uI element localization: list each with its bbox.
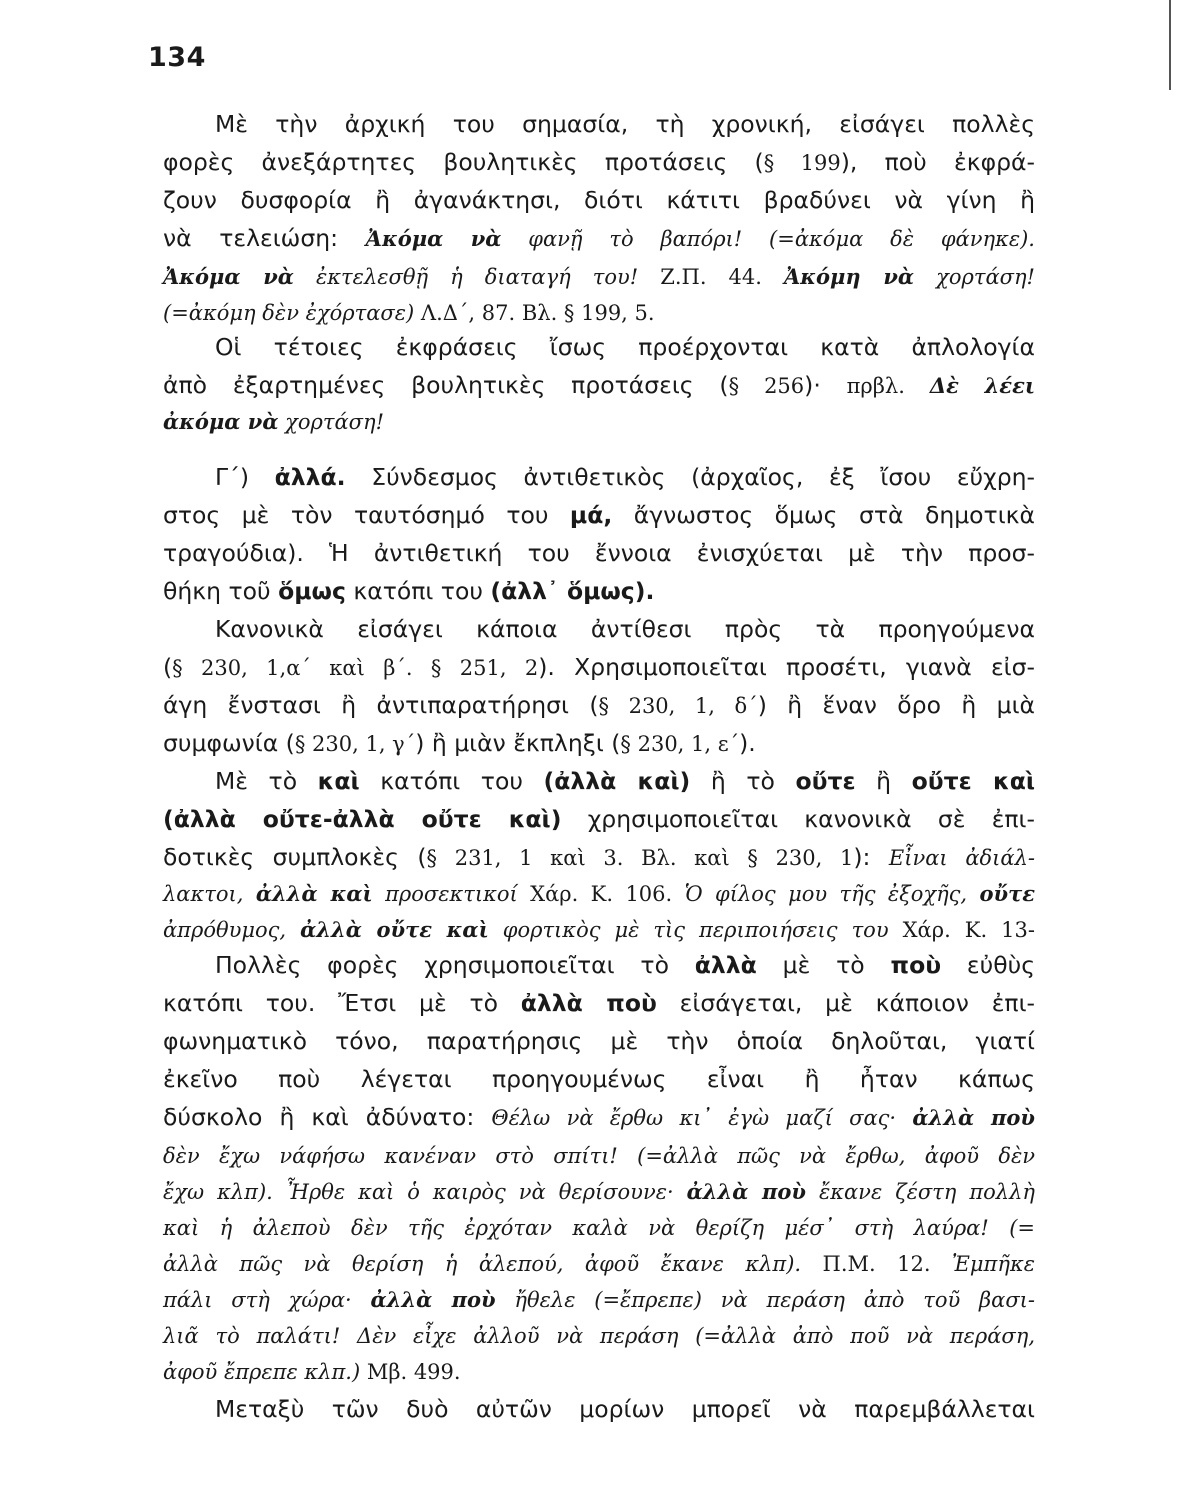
text-line xyxy=(163,1209,1035,1246)
text-segment: Εἶναι ἀδιάλ- xyxy=(888,846,1035,870)
text-segment: ( xyxy=(163,653,173,681)
text-segment: εἰσάγεται, μὲ κάποιον ἐπι- xyxy=(656,989,1035,1017)
text-line xyxy=(163,1173,1035,1210)
text-segment: ), ποὺ ἐκφρά- xyxy=(840,148,1035,176)
text-segment: ἀφοῦ ἔπρεπε κλπ.) xyxy=(163,1360,367,1384)
text-segment: Μὲ τὴν ἀρχική του σημασία, τὴ χρονική, εἰσάγει πολλὲς xyxy=(215,110,1035,138)
page-number: 134 xyxy=(148,42,206,73)
text-segment: ἢ τὸ xyxy=(690,767,796,795)
text-segment: ἀλλὰ ποὺ xyxy=(370,1287,496,1312)
text-segment: στος μὲ τὸν ταυτόσημό του xyxy=(163,501,570,529)
text-segment: χρησιμοποιεῖται κανονικὰ σὲ ἐπι- xyxy=(561,805,1035,833)
text-segment: ἄγνωστος ὅμως στὰ δημοτικὰ xyxy=(612,501,1036,529)
text-line xyxy=(163,497,1035,533)
text-line xyxy=(163,1137,1035,1174)
text-segment: ὅμως xyxy=(278,577,346,605)
text-line xyxy=(163,1353,1035,1390)
text-segment: οὔτε xyxy=(795,767,856,795)
text-segment: Κανονικὰ εἰσάγει κάποια ἀντίθεσι πρὸς τὰ προηγούμενα xyxy=(215,615,1035,643)
text-line xyxy=(163,294,1035,331)
text-segment: Σύνδεσμος ἀντιθετικὸς (ἀρχαῖος, ἐξ ἴσου εὔχρη- xyxy=(345,463,1035,491)
text-segment: ἀπὸ ἐξαρτημένες βουλητικὲς προτάσεις ( xyxy=(163,371,729,399)
text-segment: ἢ xyxy=(855,767,912,795)
text-line xyxy=(163,573,1035,609)
text-line xyxy=(163,535,1035,571)
text-segment: ἀλλὰ πῶς νὰ θερίση ἡ ἀλεπού, ἀφοῦ ἔκανε κλπ). xyxy=(163,1252,823,1276)
text-line xyxy=(163,367,1035,404)
text-segment: Ζ.Π. 44. xyxy=(660,265,784,289)
text-segment: φανῇ τὸ βαπόρι! (=ἀκόμα δὲ φάνηκε). xyxy=(501,227,1035,251)
text-segment: (ἀλλὰ οὔτε-ἀλλὰ οὔτε καὶ) xyxy=(163,805,562,833)
text-segment: χορτάση! xyxy=(914,265,1035,289)
text-segment: ἔχω κλπ). Ἦρθε καὶ ὁ καιρὸς νὰ θερίσουνε· xyxy=(163,1180,687,1204)
text-line xyxy=(163,687,1035,724)
text-line xyxy=(163,801,1035,837)
text-line xyxy=(215,763,1035,799)
text-segment: κατόπι του xyxy=(359,767,544,795)
text-line xyxy=(163,403,1035,440)
text-segment: ζουν δυσφορία ἢ ἀγανάκτησι, διότι κάτιτι βραδύνει νὰ γίνη ἢ xyxy=(163,186,1035,214)
text-segment: κατόπι του. Ἔτσι μὲ τὸ xyxy=(163,989,521,1017)
text-segment: § 230, 1,α΄ καὶ β΄. § 251, 2 xyxy=(172,656,539,680)
text-line xyxy=(215,611,1035,647)
text-segment: (=ἀκόμη δὲν ἐχόρτασε) xyxy=(163,301,421,325)
text-segment: Ἀκόμα νὰ xyxy=(163,264,294,289)
text-line xyxy=(163,1281,1035,1318)
text-segment: Ὁ φίλος μου τῆς ἐξοχῆς, xyxy=(684,882,980,906)
text-segment: Ἀκόμη νὰ xyxy=(784,264,915,289)
text-line xyxy=(163,985,1035,1021)
text-segment: χορτάση! xyxy=(278,410,385,434)
text-line xyxy=(163,1023,1035,1059)
text-segment: ἀλλὰ ποὺ xyxy=(686,1179,806,1204)
text-segment: Ἀκόμα νὰ xyxy=(365,226,502,251)
text-segment: Δὲ λέει xyxy=(929,373,1035,398)
text-line xyxy=(163,911,1035,948)
text-segment: § 230, 1, γ΄ xyxy=(294,732,416,756)
text-segment: § 256 xyxy=(728,374,805,398)
text-segment: δύσκολο ἢ καὶ ἀδύνατο: xyxy=(163,1103,492,1131)
text-segment: ). xyxy=(739,729,756,757)
text-segment: φωνηματικὸ τόνο, παρατήρησις μὲ τὴν ὁποία δηλοῦται, γιατί xyxy=(163,1027,1035,1055)
text-segment: Μὲ τὸ xyxy=(215,767,318,795)
text-segment: δοτικὲς συμπλοκὲς ( xyxy=(163,843,427,871)
text-segment: ποὺ xyxy=(890,951,942,979)
text-segment: λιᾶ τὸ παλάτι! Δὲν εἶχε ἀλλοῦ νὰ περάση (=ἀλλὰ ἀπὸ ποῦ νὰ περάση, xyxy=(163,1324,1035,1348)
text-line xyxy=(163,649,1035,686)
text-segment: ἀλλὰ καὶ xyxy=(255,881,373,906)
text-segment: ἀλλὰ ποὺ xyxy=(520,989,657,1017)
text-line xyxy=(215,329,1035,365)
text-segment: πάλι στὴ χώρα· xyxy=(163,1288,371,1312)
text-segment: ): xyxy=(853,843,889,871)
text-segment: ἐκτελεσθῇ ἡ διαταγή του! xyxy=(293,265,661,289)
text-segment: προσεκτικοί xyxy=(372,882,531,906)
text-segment: μὲ τὸ xyxy=(756,951,891,979)
text-segment: Πολλὲς φορὲς χρησιμοποιεῖται τὸ xyxy=(215,951,695,979)
text-segment: καὶ xyxy=(317,767,360,795)
text-line xyxy=(163,1099,1035,1136)
text-segment: ) ἢ ἕναν ὅρο ἢ μιὰ xyxy=(757,691,1036,719)
text-segment: (ἀλλὰ καὶ) xyxy=(543,767,691,795)
text-segment: οὔτε xyxy=(979,881,1035,906)
text-segment: Π.Μ. 12. xyxy=(822,1252,952,1276)
text-segment: Μβ. 499. xyxy=(366,1360,461,1384)
text-segment: οὔτε καὶ xyxy=(911,767,1036,795)
text-segment: ἤθελε (=ἔπρεπε) νὰ περάση ἀπὸ τοῦ βασι- xyxy=(495,1288,1036,1312)
text-line xyxy=(163,875,1035,912)
text-segment: Μεταξὺ τῶν δυὸ αὐτῶν μορίων μπορεῖ νὰ παρεμβάλλεται xyxy=(215,1395,1035,1423)
text-segment: φορτικὸς μὲ τὶς περιποιήσεις του xyxy=(488,918,903,942)
text-segment: λακτοι, xyxy=(163,882,256,906)
text-segment: ἀλλὰ xyxy=(694,951,757,979)
text-segment: δὲν ἔχω νάφήσω κανέναν στὸ σπίτι! (=ἀλλὰ πῶς νὰ ἔρθω, ἀφοῦ δὲν xyxy=(163,1144,1035,1168)
text-line xyxy=(163,839,1035,876)
text-line xyxy=(163,258,1035,295)
text-segment: ἀλλὰ οὔτε καὶ xyxy=(300,917,489,942)
text-segment: § 199 xyxy=(763,151,841,175)
text-segment: ἀλλὰ ποὺ xyxy=(912,1105,1036,1130)
text-segment: § 231, 1 καὶ 3. Βλ. καὶ § 230, 1 xyxy=(426,846,854,870)
text-segment: Θέλω νὰ ἔρθω κι᾿ ἐγὼ μαζί σας· xyxy=(491,1106,913,1130)
text-line xyxy=(163,182,1035,218)
text-segment: ἔκανε ζέστη πολλὴ xyxy=(805,1180,1035,1204)
text-segment: εὐθὺς xyxy=(941,951,1036,979)
page-edge-mark xyxy=(1169,0,1171,90)
text-line xyxy=(163,220,1035,257)
text-segment: (ἀλλ᾿ ὅμως). xyxy=(490,577,655,605)
text-segment: ἀπρόθυμος, xyxy=(163,918,301,942)
text-line xyxy=(163,144,1035,181)
text-segment: Λ.Δ΄, 87. Βλ. § 199, 5. xyxy=(420,301,655,325)
text-line xyxy=(163,1061,1035,1097)
text-line xyxy=(215,106,1035,142)
text-segment: ) ἢ μιὰν ἔκπληξι ( xyxy=(415,729,621,757)
text-segment: ἀλλά. xyxy=(274,463,346,491)
text-segment: ). Χρησιμοποιεῖται προσέτι, γιανὰ εἰσ- xyxy=(538,653,1035,681)
text-segment: καὶ ἡ ἀλεποὺ δὲν τῆς ἐρχόταν καλὰ νὰ θερίζη μέσ᾿ στὴ λαύρα! (= xyxy=(163,1216,1035,1240)
text-segment: ἐκεῖνο ποὺ λέγεται προηγουμένως εἶναι ἢ ἦταν κάπως xyxy=(163,1065,1035,1093)
text-segment: Χάρ. Κ. 13- xyxy=(902,918,1035,942)
text-segment: ἀκόμα νὰ xyxy=(163,409,279,434)
text-segment: συμφωνία ( xyxy=(163,729,295,757)
text-line xyxy=(163,1317,1035,1354)
text-segment: κατόπι του xyxy=(345,577,491,605)
text-segment: § 230, 1, ε΄ xyxy=(620,732,740,756)
text-segment: τραγούδια). Ἡ ἀντιθετική του ἔννοια ἐνισχύεται μὲ τὴν προσ- xyxy=(163,539,1035,567)
text-segment: Οἱ τέτοιες ἐκφράσεις ἴσως προέρχονται κατὰ ἀπλολογία xyxy=(215,333,1035,361)
text-segment: Γ΄) xyxy=(215,463,275,491)
text-segment: § 230, 1, δ΄ xyxy=(598,694,758,718)
text-segment: Ἐμπῆκε xyxy=(952,1252,1035,1276)
text-line xyxy=(163,1245,1035,1282)
text-segment: μά, xyxy=(569,501,613,529)
text-line xyxy=(215,1391,1035,1427)
text-line xyxy=(215,459,1035,495)
text-segment: Χάρ. Κ. 106. xyxy=(530,882,685,906)
text-segment: άγη ἔνστασι ἢ ἀντιπαρατήρησι ( xyxy=(163,691,599,719)
text-segment: νὰ τελειώση: xyxy=(163,224,366,252)
text-segment: φορὲς ἀνεξάρτητες βουλητικὲς προτάσεις ( xyxy=(163,148,764,176)
text-line xyxy=(215,947,1035,983)
text-segment: )· xyxy=(804,371,847,399)
text-line xyxy=(163,725,1035,762)
text-segment: θήκη τοῦ xyxy=(163,577,279,605)
text-segment: πρβλ. xyxy=(846,374,930,398)
